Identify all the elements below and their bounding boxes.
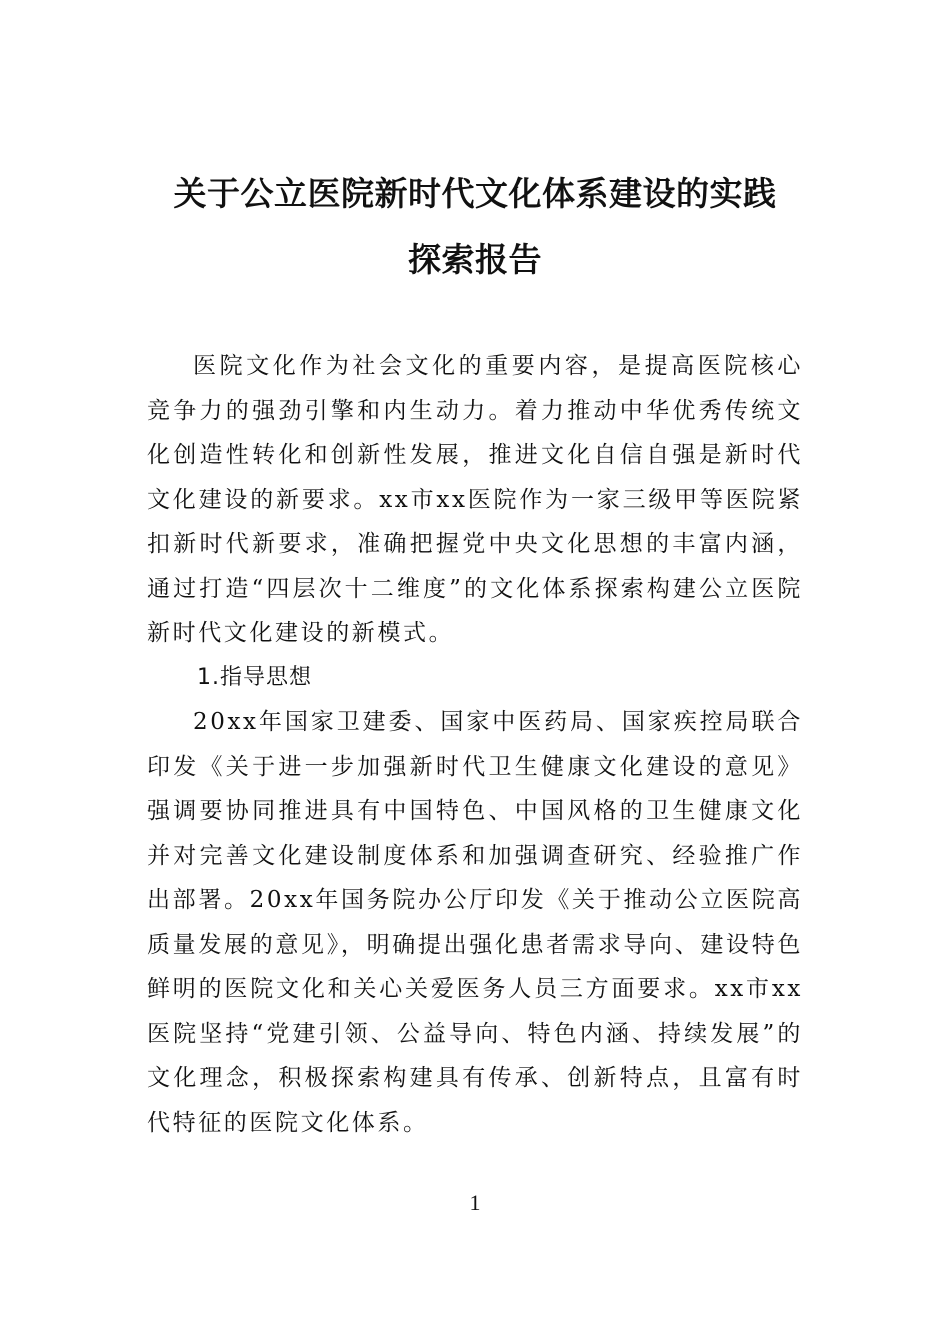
page-number: 1: [469, 1190, 481, 1215]
guiding-thought-paragraph: 20xx年国家卫建委、国家中医药局、国家疾控局联合印发《关于进一步加强新时代卫生健康文化建设的意见》强调要协同推进具有中国特色、中国风格的卫生健康文化并对完善文化建设制度体系和加强调查研究、经验推广作出部署。20xx年国务院办公厅印发《关于推动公立医院高质量发展的意见》，明确提出强化患者需求导向、建设特色鲜明的医院文化和关心关爱医务人员三方面要求。xx市xx医院坚持“党建引领、公益导向、特色内涵、持续发展”的文化理念，积极探索构建具有传承、创新特点，且富有时代特征的医院文化体系。: [147, 709, 803, 1136]
title-line-1: 关于公立医院新时代文化体系建设的实践: [173, 174, 777, 213]
section-heading: 1.指导思想: [197, 664, 312, 690]
document-title: [147, 161, 803, 293]
document-body: [147, 344, 803, 1145]
intro-paragraph: 医院文化作为社会文化的重要内容，是提高医院核心竞争力的强劲引擎和内生动力。着力推动中华优秀传统文化创造性转化和创新性发展，推进文化自信自强是新时代文化建设的新要求。xx市xx医院作为一家三级甲等医院紧扣新时代新要求，准确把握党中央文化思想的丰富内涵，通过打造“四层次十二维度”的文化体系探索构建公立医院新时代文化建设的新模式。: [147, 353, 803, 646]
title-line-2: 探索报告: [408, 240, 542, 279]
